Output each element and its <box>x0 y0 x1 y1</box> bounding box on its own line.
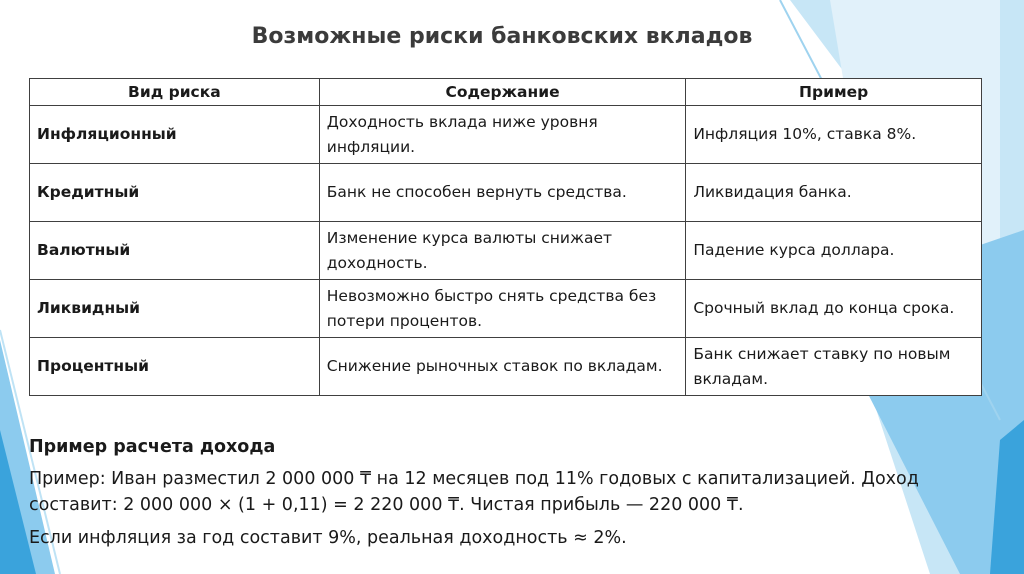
table-row <box>30 280 982 338</box>
example-heading: Пример расчета дохода <box>29 437 276 457</box>
risk-example-cell: Падение курса доллара. <box>686 222 982 280</box>
risk-example-cell: Инфляция 10%, ставка 8%. <box>686 106 982 164</box>
table-row <box>30 222 982 280</box>
income-example-section <box>29 437 989 557</box>
risk-content-cell: Банк не способен вернуть средства. <box>319 164 686 222</box>
risk-content-cell: Изменение курса валюты снижает доходность. <box>319 222 686 280</box>
risk-kind-cell: Кредитный <box>30 164 320 222</box>
risk-kind-cell: Ликвидный <box>30 280 320 338</box>
risk-example-cell: Срочный вклад до конца срока. <box>686 280 982 338</box>
column-header-example: Пример <box>686 79 982 106</box>
table-row <box>30 106 982 164</box>
table-row <box>30 338 982 396</box>
risk-kind-cell: Инфляционный <box>30 106 320 164</box>
example-paragraph-inflation: Если инфляция за год составит 9%, реальная доходность ≈ 2%. <box>29 527 627 548</box>
example-paragraph-calculation: Пример: Иван разместил 2 000 000 ₸ на 12 месяцев под 11% годовых с капитализацией. Доход составит: 2 000 000 × (1 + 0,11) = 2 220 000 ₸. Чистая прибыль — 220 000 ₸. <box>29 469 919 516</box>
risk-kind-cell: Процентный <box>30 338 320 396</box>
risk-example-cell: Банк снижает ставку по новым вкладам. <box>686 338 982 396</box>
risk-kind-cell: Валютный <box>30 222 320 280</box>
risks-table <box>29 78 982 396</box>
table-header-row <box>30 79 982 106</box>
column-header-content: Содержание <box>319 79 686 106</box>
risk-content-cell: Снижение рыночных ставок по вкладам. <box>319 338 686 396</box>
risk-example-cell: Ликвидация банка. <box>686 164 982 222</box>
column-header-kind: Вид риска <box>30 79 320 106</box>
page-title: Возможные риски банковских вкладов <box>251 24 753 49</box>
risk-content-cell: Доходность вклада ниже уровня инфляции. <box>319 106 686 164</box>
risk-content-cell: Невозможно быстро снять средства без потери процентов. <box>319 280 686 338</box>
table-row <box>30 164 982 222</box>
